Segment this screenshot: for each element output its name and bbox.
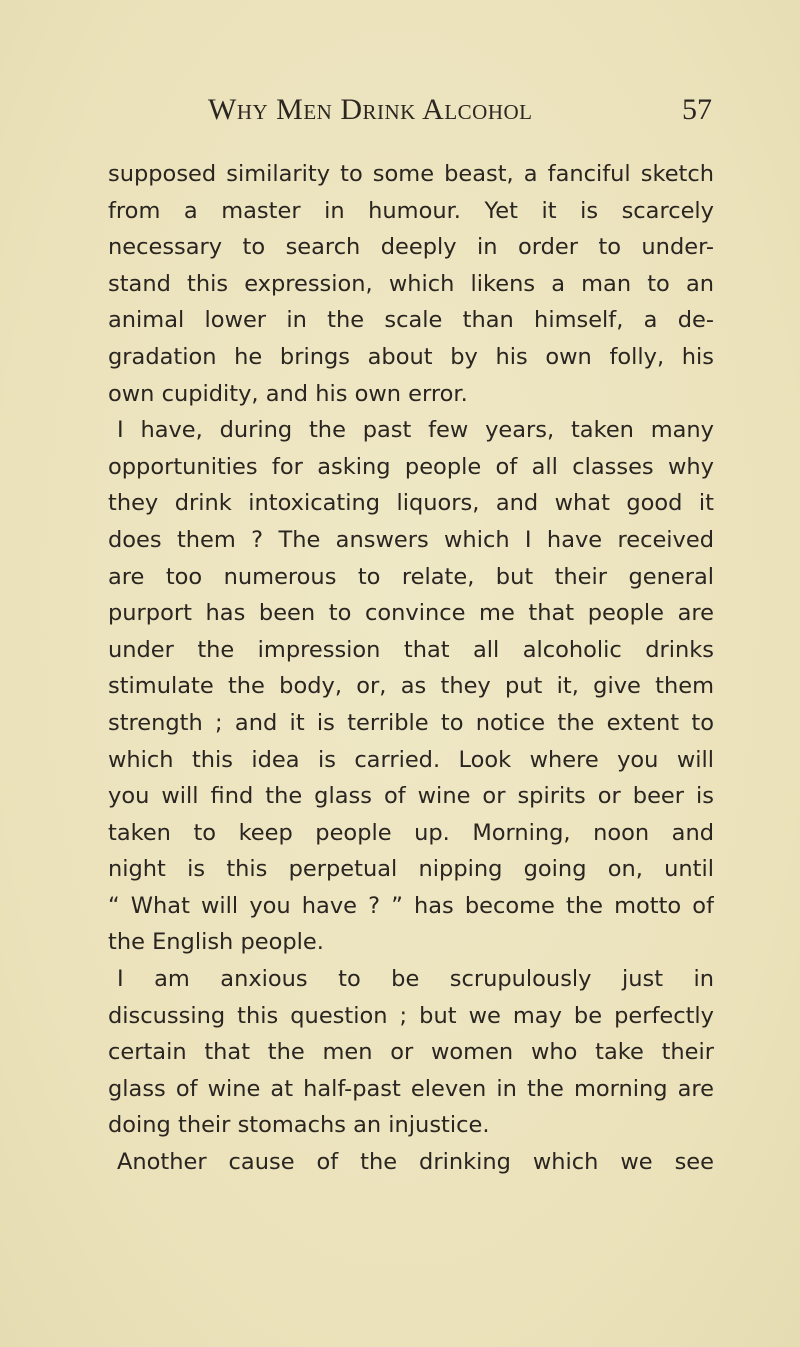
body-text — [108, 156, 714, 1181]
text-line: supposed similarity to some beast, a fanciful sketch — [108, 161, 714, 187]
text-line: animal lower in the scale than himself, a de- — [108, 307, 714, 334]
text-line: you will find the glass of wine or spirits or beer is — [108, 783, 714, 810]
text-line: stand this expression, which likens a man to an — [108, 270, 714, 297]
text-line: strength ; and it is terrible to notice the extent to — [108, 709, 714, 736]
text-line: they drink intoxicating liquors, and what good it — [108, 490, 714, 517]
text-line: are too numerous to relate, but their general — [108, 563, 714, 590]
text-line: stimulate the body, or, as they put it, give them — [108, 673, 714, 700]
text-line: necessary to search deeply in order to under- — [108, 234, 714, 261]
text-line: which this idea is carried. Look where you will — [108, 746, 714, 773]
text-line: I have, during the past few years, taken many — [117, 417, 714, 444]
text-line: from a master in humour. Yet it is scarcely — [108, 197, 714, 224]
page-number: 57 — [682, 93, 712, 126]
text-line: glass of wine at half-past eleven in the morning are — [108, 1075, 714, 1102]
text-line: night is this perpetual nipping going on, until — [108, 856, 714, 883]
text-line: discussing this question ; but we may be perfectly — [108, 1002, 714, 1029]
text-line: doing their stomachs an injustice. — [108, 1112, 490, 1139]
text-line: does them ? The answers which I have received — [108, 526, 714, 553]
text-line: Another cause of the drinking which we see — [117, 1149, 714, 1176]
page-header — [100, 93, 718, 135]
text-line: purport has been to convince me that people are — [108, 600, 714, 627]
text-line: taken to keep people up. Morning, noon and — [108, 819, 714, 846]
text-line: the English people. — [108, 929, 324, 956]
text-line: I am anxious to be scrupulously just in — [117, 966, 714, 993]
text-line: under the impression that all alcoholic drinks — [108, 636, 714, 663]
text-line: opportunities for asking people of all classes why — [108, 453, 714, 480]
running-head: Why Men Drink Alcohol — [208, 93, 533, 126]
text-line: “ What will you have ? ” has become the motto of — [108, 892, 714, 919]
text-line: gradation he brings about by his own folly, his — [108, 343, 714, 370]
text-line: certain that the men or women who take their — [108, 1039, 714, 1066]
text-line: own cupidity, and his own error. — [108, 380, 468, 407]
